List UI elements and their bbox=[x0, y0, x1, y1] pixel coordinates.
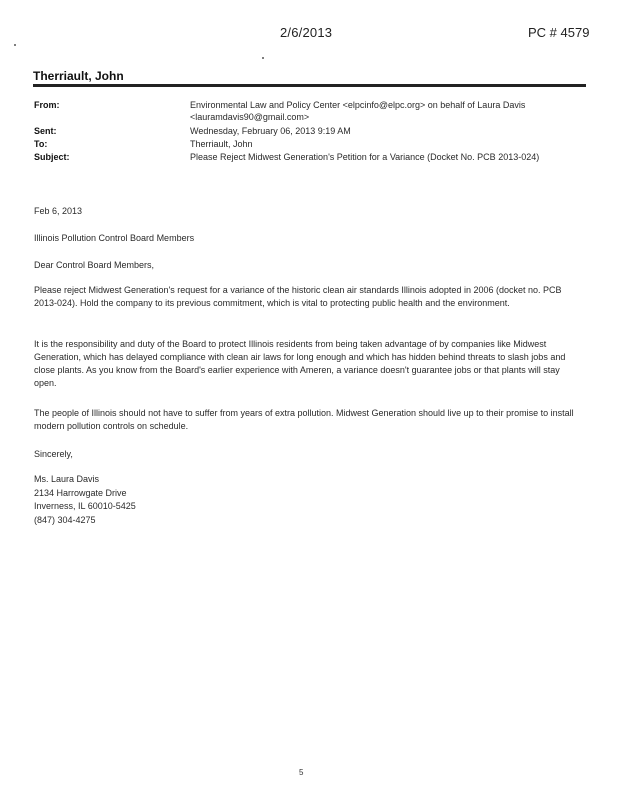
sent-label: Sent: bbox=[34, 126, 57, 136]
from-value-email: <lauramdavis90@gmail.com> bbox=[190, 112, 310, 122]
public-comment-number: PC # 4579 bbox=[528, 25, 590, 40]
scan-speck bbox=[262, 57, 264, 59]
signature-street: 2134 Harrowgate Drive bbox=[34, 488, 127, 498]
letter-recipient: Illinois Pollution Control Board Members bbox=[34, 233, 195, 243]
subject-label: Subject: bbox=[34, 152, 70, 162]
letter-closing: Sincerely, bbox=[34, 449, 73, 459]
from-value: Environmental Law and Policy Center <elpcinfo@elpc.org> on behalf of Laura Davis bbox=[190, 100, 526, 110]
subject-value: Please Reject Midwest Generation's Petition for a Variance (Docket No. PCB 2013-024) bbox=[190, 152, 540, 162]
letter-date: Feb 6, 2013 bbox=[34, 206, 83, 216]
letter-salutation: Dear Control Board Members, bbox=[34, 260, 155, 270]
letter-paragraph-1: Please reject Midwest Generation's request for a variance of the historic clean air standards Illinois adopted in 2006 (docket no. PCB 2013-024). Hold the company to its previous commitment, which is vital to protecting public health and the environment. bbox=[34, 285, 562, 308]
signature-city: Inverness, IL 60010-5425 bbox=[34, 501, 136, 511]
header-divider bbox=[33, 84, 586, 87]
email-owner-name: Therriault, John bbox=[33, 69, 124, 83]
signature-name: Ms. Laura Davis bbox=[34, 474, 100, 484]
letter-paragraph-2: It is the responsibility and duty of the Board to protect Illinois residents from being taken advantage of by companies like Midwest Generation, which has delayed compliance with clean air laws for long enough and which has hidden behind threats to slash jobs and close plants. As you know from the Board's earlier experience with Ameren, a variance doesn't guarantee jobs or that plants will stay open. bbox=[34, 339, 566, 388]
signature-phone: (847) 304-4275 bbox=[34, 515, 96, 525]
scan-speck bbox=[14, 44, 16, 46]
to-label: To: bbox=[34, 139, 48, 149]
to-value: Therriault, John bbox=[190, 139, 253, 149]
page-number: 5 bbox=[299, 768, 304, 777]
filing-date-stamp: 2/6/2013 bbox=[280, 25, 333, 40]
sent-value: Wednesday, February 06, 2013 9:19 AM bbox=[190, 126, 351, 136]
letter-paragraph-3: The people of Illinois should not have to suffer from years of extra pollution. Midwest Generation should live up to their promise to install modern pollution controls on schedule. bbox=[34, 408, 574, 431]
from-label: From: bbox=[34, 100, 60, 110]
